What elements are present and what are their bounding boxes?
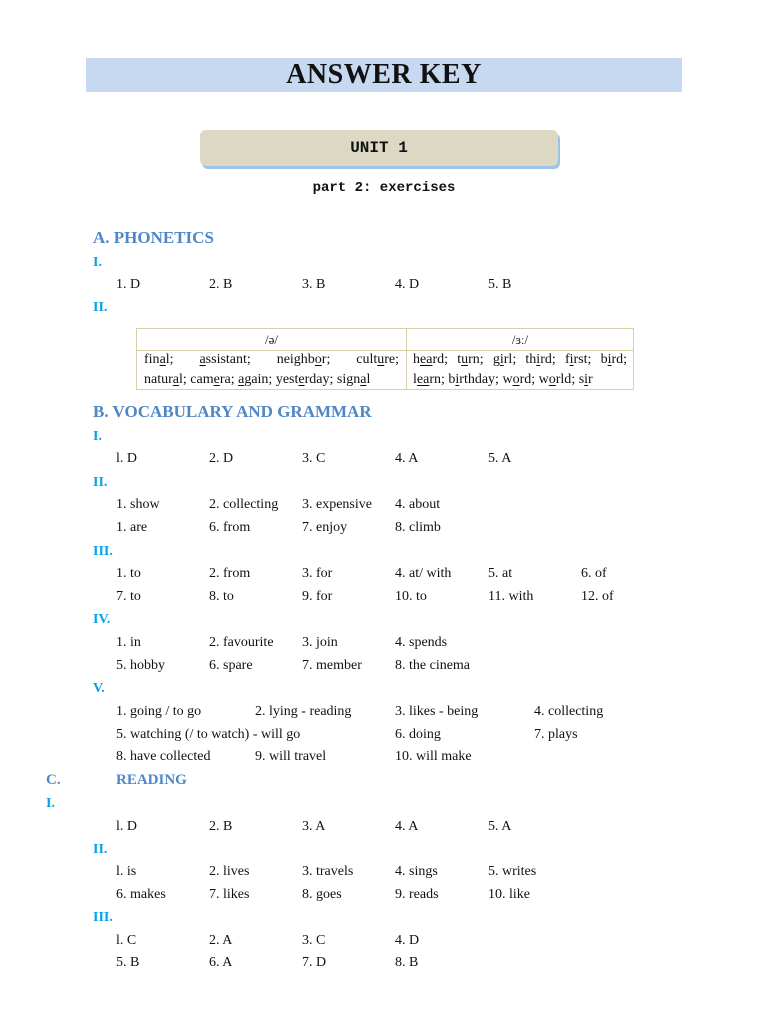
answer: 8. to bbox=[209, 589, 234, 604]
answer: 9. will travel bbox=[255, 749, 327, 764]
answer: 5. A bbox=[488, 819, 512, 834]
answer: 2. A bbox=[209, 933, 233, 948]
answer: 8. climb bbox=[395, 520, 441, 535]
word: girl bbox=[492, 352, 513, 367]
answer: 3. C bbox=[302, 451, 326, 466]
answer: 7. likes bbox=[209, 887, 250, 902]
answer: 6. of bbox=[581, 566, 607, 581]
answer: 2. from bbox=[209, 566, 251, 581]
answer: 5. B bbox=[488, 277, 512, 292]
answer: 4. A bbox=[395, 819, 419, 834]
answer: 3. B bbox=[302, 277, 326, 292]
answer: 1. going / to go bbox=[116, 704, 202, 719]
answer: 6. spare bbox=[209, 658, 253, 673]
answer: 4. collecting bbox=[534, 704, 604, 719]
section-b-iv-label: IV. bbox=[93, 612, 111, 627]
section-a-heading: A. PHONETICS bbox=[93, 228, 214, 247]
word: heard bbox=[413, 352, 445, 367]
word: assistant bbox=[199, 352, 247, 367]
table-cell-er-words bbox=[413, 350, 627, 390]
answer: 1. in bbox=[116, 635, 141, 650]
answer: 8. B bbox=[395, 955, 419, 970]
answer: 1. to bbox=[116, 566, 141, 581]
word: signal bbox=[336, 372, 371, 387]
table-header-schwa: /ə/ bbox=[265, 332, 278, 347]
answer: 4. spends bbox=[395, 635, 448, 650]
answer: 4. D bbox=[395, 933, 420, 948]
answer: 3. expensive bbox=[302, 497, 372, 512]
answer: 4. sings bbox=[395, 864, 438, 879]
answer: 5. A bbox=[488, 451, 512, 466]
section-a-i-label: I. bbox=[93, 255, 102, 270]
answer: 2. collecting bbox=[209, 497, 279, 512]
section-b-heading: B. VOCABULARY AND GRAMMAR bbox=[93, 402, 372, 421]
answer: 2. lying - reading bbox=[255, 704, 352, 719]
word: turn bbox=[457, 352, 480, 367]
word: first bbox=[564, 352, 588, 367]
answer: 12. of bbox=[581, 589, 614, 604]
table-header-er: /ɜː/ bbox=[511, 332, 529, 347]
answer: 5. at bbox=[488, 566, 513, 581]
word: word bbox=[502, 372, 532, 387]
answer: 7. to bbox=[116, 589, 141, 604]
answer: 5. hobby bbox=[116, 658, 165, 673]
section-b-v-label: V. bbox=[93, 681, 105, 696]
answer: 9. reads bbox=[395, 887, 439, 902]
answer: 2. lives bbox=[209, 864, 250, 879]
answer: 4. A bbox=[395, 451, 419, 466]
table-cell-schwa-words bbox=[144, 350, 399, 390]
word-line: natural; camera; again; yesterday; signal bbox=[144, 372, 371, 387]
answer: 8. the cinema bbox=[395, 658, 471, 673]
word: again bbox=[238, 372, 269, 387]
answer: l. D bbox=[116, 819, 137, 834]
section-c-i-label: I. bbox=[46, 796, 55, 811]
answer: 2. D bbox=[209, 451, 234, 466]
page-title: ANSWER KEY bbox=[286, 59, 482, 90]
answer: 5. writes bbox=[488, 864, 537, 879]
answer: 2. B bbox=[209, 819, 233, 834]
answer: 4. about bbox=[395, 497, 441, 512]
phonetics-table bbox=[136, 328, 634, 390]
part-label: part 2: exercises bbox=[312, 180, 456, 196]
section-b-ii-label: II. bbox=[93, 475, 108, 490]
answer: 3. travels bbox=[302, 864, 354, 879]
answer: 8. goes bbox=[302, 887, 342, 902]
word-line: learn; birthday; word; world; sir bbox=[413, 372, 593, 387]
section-c-heading: READING bbox=[116, 772, 187, 788]
answer: 6. A bbox=[209, 955, 233, 970]
section-a-ii-label: II. bbox=[93, 300, 108, 315]
word: third bbox=[525, 352, 552, 367]
answer: l. D bbox=[116, 451, 137, 466]
word: natural bbox=[144, 372, 183, 387]
section-b-i-label: I. bbox=[93, 429, 102, 444]
word: camera bbox=[190, 372, 231, 387]
answer: 3. C bbox=[302, 933, 326, 948]
answer: 5. watching (/ to watch) - will go bbox=[116, 727, 301, 742]
word-line: final; assistant; neighbor; culture; bbox=[144, 352, 400, 367]
section-c-ii-label: II. bbox=[93, 842, 108, 857]
answer: 2. favourite bbox=[209, 635, 274, 650]
word: bird bbox=[600, 352, 624, 367]
word: sir bbox=[578, 372, 593, 387]
word-line: heard; turn; girl; third; first; bird; bbox=[413, 352, 628, 367]
section-c-iii-label: III. bbox=[93, 910, 113, 925]
answer: 2. B bbox=[209, 277, 233, 292]
answer: 10. to bbox=[395, 589, 427, 604]
answer: 10. will make bbox=[395, 749, 472, 764]
answer: 7. enjoy bbox=[302, 520, 348, 535]
answer: 7. plays bbox=[534, 727, 578, 742]
word: culture bbox=[356, 352, 396, 367]
word: final bbox=[144, 352, 170, 367]
word: birthday bbox=[448, 372, 496, 387]
answer: 6. from bbox=[209, 520, 251, 535]
answer: 1. D bbox=[116, 277, 141, 292]
answer: 9. for bbox=[302, 589, 333, 604]
answer: l. C bbox=[116, 933, 137, 948]
word: yesterday bbox=[275, 372, 330, 387]
answer: 10. like bbox=[488, 887, 530, 902]
answer: 1. show bbox=[116, 497, 160, 512]
answer: 5. B bbox=[116, 955, 140, 970]
answer: 7. member bbox=[302, 658, 362, 673]
answer: 4. D bbox=[395, 277, 420, 292]
word: learn bbox=[413, 372, 441, 387]
title-banner bbox=[86, 58, 682, 92]
answer: 3. A bbox=[302, 819, 326, 834]
answer: 6. makes bbox=[116, 887, 166, 902]
answer: 1. are bbox=[116, 520, 148, 535]
answer: 4. at/ with bbox=[395, 566, 452, 581]
unit-label: UNIT 1 bbox=[350, 139, 408, 157]
unit-box bbox=[200, 130, 558, 166]
section-c-letter: C. bbox=[46, 772, 61, 788]
answer: 11. with bbox=[488, 589, 534, 604]
answer: 3. for bbox=[302, 566, 333, 581]
section-b-iii-label: III. bbox=[93, 544, 113, 559]
answer: 7. D bbox=[302, 955, 327, 970]
word: neighbor bbox=[276, 352, 327, 367]
answer: 8. have collected bbox=[116, 749, 211, 764]
answer: l. is bbox=[116, 864, 137, 879]
word: world bbox=[538, 372, 572, 387]
answer: 3. likes - being bbox=[395, 704, 479, 719]
answer: 6. doing bbox=[395, 727, 441, 742]
answer: 3. join bbox=[302, 635, 338, 650]
